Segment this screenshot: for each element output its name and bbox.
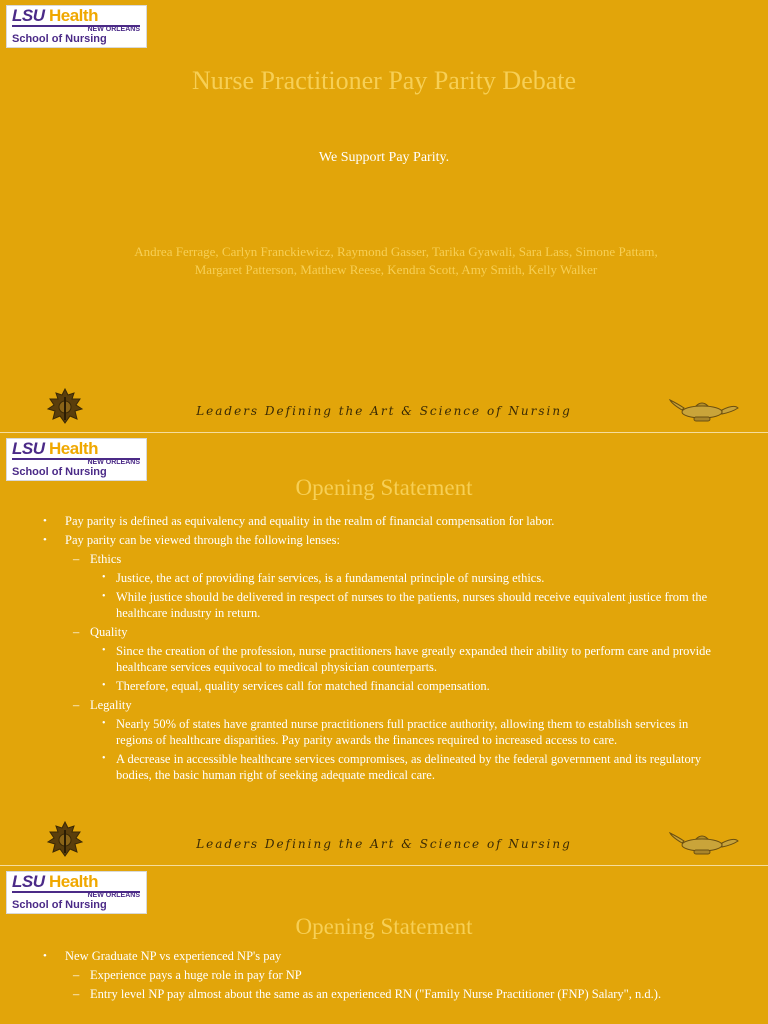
footer-tagline: Leaders Defining the Art & Science of Nursing [196,837,572,851]
slide-heading: Opening Statement [295,914,473,939]
lsu-health-logo [6,871,147,914]
lsu-health-logo [6,5,147,48]
logo-school-text: School of Nursing [12,899,107,911]
slide-title [0,0,768,432]
logo-new-orleans-text: NEW ORLEANS [87,459,140,466]
logo-new-orleans-text: NEW ORLEANS [87,26,140,33]
logo-lsu-text: LSU [12,872,45,891]
slide-opening-statement-1 [0,433,768,865]
list-item: • While justice should be delivered in respect of nurses to the patients, nurses should receive equivalent justice from the healthcare industry in return. [0,589,768,621]
logo-health-text: Health [49,439,98,458]
slide-footer [0,384,768,432]
logo-school-text: School of Nursing [12,33,107,45]
list-item: • Nearly 50% of states have granted nurse practitioners full practice authority, allowing them to establish services in regions of healthcare disparities. Pay parity awards the finances required to increased access to care. [0,716,768,748]
slide-heading: Opening Statement [295,475,473,500]
author-list: Andrea Ferrage, Carlyn Franckiewicz, Raymond Gasser, Tarika Gyawali, Sara Lass, Simone Pattam, Margaret Patterson, Matthew Reese, Kendra Scott, Amy Smith, Kelly Walker [134,244,658,277]
lens-heading-legality: – Legality [0,697,768,713]
slide-opening-statement-2 [0,866,768,1024]
slide-body [0,948,768,1005]
list-item: • New Graduate NP vs experienced NP's pay [0,948,768,964]
logo-health-text: Health [49,6,98,25]
list-item: • Since the creation of the profession, nurse practitioners have greatly expanded their ability to perform care and provide healthcare services equivocal to medical physician counterparts. [0,643,768,675]
list-item: – Experience pays a huge role in pay for NP [0,967,768,983]
logo-health-text: Health [49,872,98,891]
list-item: • Pay parity is defined as equivalency and equality in the realm of financial compensation for labor. [0,513,768,529]
lens-heading-ethics: – Ethics [0,551,768,567]
logo-lsu-text: LSU [12,6,45,25]
logo-school-text: School of Nursing [12,466,107,478]
nursing-lamp-icon [668,396,740,424]
list-item: • A decrease in accessible healthcare services compromises, as delineated by the federal government and its regulatory bodies, the basic human right of seeking adequate medical care. [0,751,768,783]
slide-title-heading: Nurse Practitioner Pay Parity Debate [191,66,577,95]
slide-footer [0,817,768,865]
nursing-lamp-icon [668,829,740,857]
logo-new-orleans-text: NEW ORLEANS [87,892,140,899]
slide-subtitle: We Support Pay Parity. [318,150,450,165]
list-item: – Entry level NP pay almost about the same as an experienced RN ("Family Nurse Practitioner (FNP) Salary", n.d.). [0,986,768,1002]
logo-lsu-text: LSU [12,439,45,458]
slide-body [0,513,768,786]
list-item: • Therefore, equal, quality services call for matched financial compensation. [0,678,768,694]
list-item: • Justice, the act of providing fair services, is a fundamental principle of nursing ethics. [0,570,768,586]
list-item: • Pay parity can be viewed through the following lenses: [0,532,768,548]
lens-heading-quality: – Quality [0,624,768,640]
footer-tagline: Leaders Defining the Art & Science of Nursing [196,404,572,418]
